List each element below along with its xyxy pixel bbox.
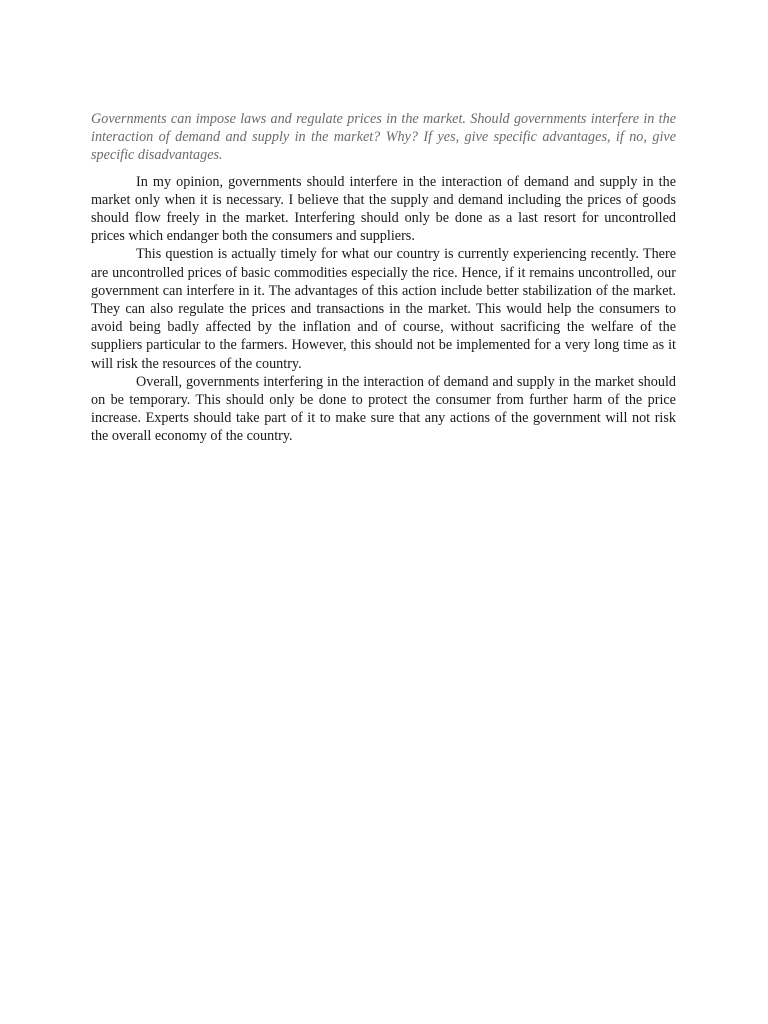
essay-question: Governments can impose laws and regulate prices in the market. Should governments interfere in the interaction of demand and supply in the market? Why? If yes, give specific advantages, if no, give specific disadvantages. (91, 111, 676, 164)
paragraph-conclusion: Overall, governments interfering in the interaction of demand and supply in the market should on be temporary. This should only be done to protect the consumer from further harm of the price increase. Experts should take part of it to make sure that any actions of the government will not risk the overall economy of the country. (91, 373, 676, 445)
paragraph-opinion: In my opinion, governments should interfere in the interaction of demand and supply in the market only when it is necessary. I believe that the supply and demand including the prices of goods should flow freely in the market. Interfering should only be done as a last resort for uncontrolled prices which endanger both the consumers and suppliers. (91, 173, 676, 245)
document-page (91, 110, 676, 446)
paragraph-context: This question is actually timely for what our country is currently experiencing recently. There are uncontrolled prices of basic commodities especially the rice. Hence, if it remains uncontrolled, our government can interfere in it. The advantages of this action include better stabilization of the market. They can also regulate the prices and transactions in the market. This would help the consumers to avoid being badly affected by the inflation and of course, without sacrificing the welfare of the suppliers particular to the farmers. However, this should not be implemented for a very long time as it will risk the resources of the country. (91, 246, 676, 372)
